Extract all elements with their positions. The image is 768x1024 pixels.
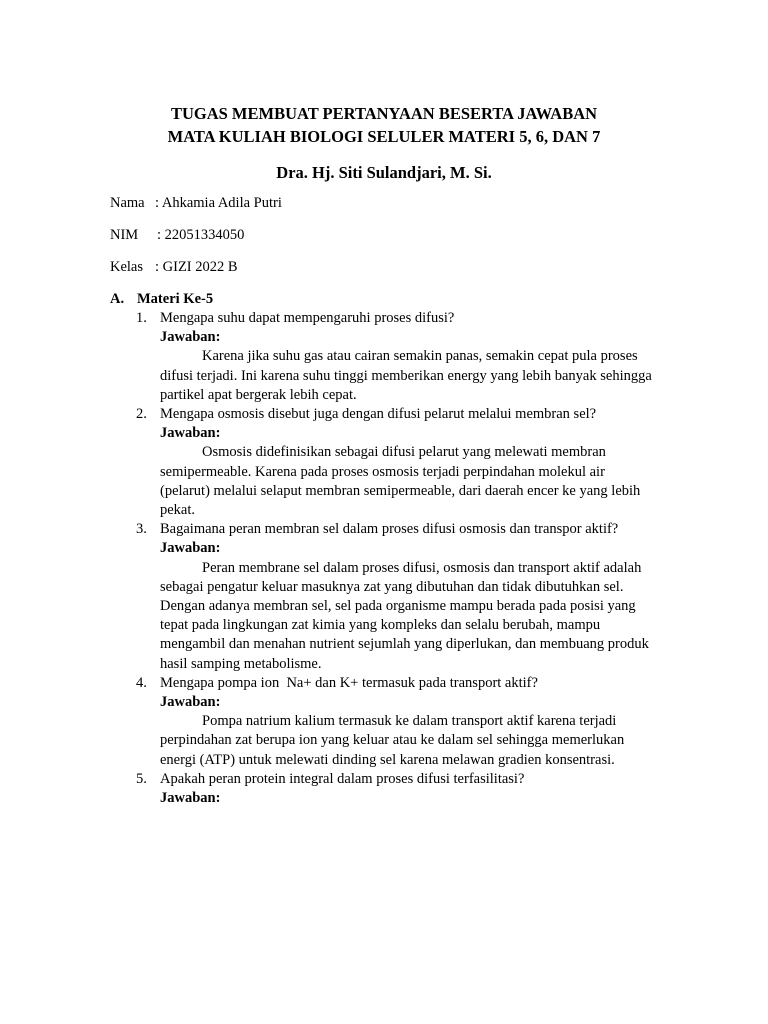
answer-label: Jawaban: <box>160 790 221 807</box>
section-title: Materi Ke-5 <box>137 291 214 307</box>
student-nim-label: NIM <box>110 227 139 243</box>
document-title-line-1: TUGAS MEMBUAT PERTANYAAN BESERTA JAWABAN <box>170 104 598 123</box>
question-body: Mengapa suhu dapat mempengaruhi proses difusi? <box>160 310 455 326</box>
question-number: 5. <box>136 770 147 787</box>
question-list <box>136 309 656 808</box>
answer-text: Peran membrane sel dalam proses difusi, osmosis dan transport aktif adalah sebagai pengatur keluar masuknya zat yang dibutuhan dan tidak dibutuhkan sel. Dengan adanya membran sel, sel pada organisme mampu berada pada posisi yang tepat pada lingkungan zat kimia yang kompleks dan selalu berubah, mampu mengambil dan menahan nutrient sejumlah yang diperlukan, dan membuang produk hasil samping metabolisme. <box>160 559 649 672</box>
student-name-label: Nama <box>110 195 145 211</box>
question-text <box>136 520 656 539</box>
question-text <box>136 770 656 789</box>
question-text <box>136 405 656 424</box>
question-number: 4. <box>136 674 147 691</box>
section-letter: A. <box>110 291 125 307</box>
student-class-label: Kelas <box>110 259 144 275</box>
question-body: Bagaimana peran membran sel dalam proses difusi osmosis dan transpor aktif? <box>160 521 619 538</box>
section-heading <box>110 290 213 309</box>
student-class-value: : GIZI 2022 B <box>155 259 238 275</box>
document-title-line-2: MATA KULIAH BIOLOGI SELULER MATERI 5, 6, DAN 7 <box>167 127 601 146</box>
answer-label: Jawaban: <box>160 425 221 442</box>
question-item <box>136 674 656 770</box>
question-item <box>136 309 656 405</box>
question-text <box>136 674 656 693</box>
student-name-value: : Ahkamia Adila Putri <box>155 195 282 211</box>
question-item <box>136 405 656 520</box>
answer-text: Pompa natrium kalium termasuk ke dalam transport aktif karena terjadi perpindahan zat berupa ion yang keluar atau ke dalam sel sehingga memerlukan energi (ATP) untuk melewati dinding sel karena melawan gradien konsentrasi. <box>160 713 625 768</box>
answer-text: Osmosis didefinisikan sebagai difusi pelarut yang melewati membran semipermeable. Karena pada proses osmosis terjadi perpindahan molekul air (pelarut) melalui selaput membran semipermeable, dari daerah encer ke yang lebih pekat. <box>160 444 641 519</box>
question-number: 1. <box>136 310 147 326</box>
question-text <box>136 309 656 328</box>
student-class-row <box>110 258 238 277</box>
answer-label: Jawaban: <box>160 694 221 711</box>
question-item <box>136 520 656 674</box>
answer-text: Karena jika suhu gas atau cairan semakin panas, semakin cepat pula proses difusi terjadi. Ini karena suhu tinggi memberikan energy yang lebih banyak sehingga partikel apat bergerak lebih cepat. <box>160 348 652 403</box>
question-item <box>136 770 656 808</box>
question-body: Mengapa osmosis disebut juga dengan difusi pelarut melalui membran sel? <box>160 406 597 423</box>
question-body: Apakah peran protein integral dalam proses difusi terfasilitasi? <box>160 770 525 787</box>
answer-label: Jawaban: <box>160 329 221 346</box>
answer-label: Jawaban: <box>160 540 221 557</box>
student-name-row <box>110 194 282 213</box>
student-nim-row <box>110 226 244 245</box>
question-number: 3. <box>136 521 147 538</box>
student-nim-value: : 22051334050 <box>157 227 245 243</box>
lecturer-name: Dra. Hj. Siti Sulandjari, M. Si. <box>276 163 492 182</box>
question-number: 2. <box>136 406 147 423</box>
question-body: Mengapa pompa ion Na+ dan K+ termasuk pada transport aktif? <box>160 674 538 691</box>
